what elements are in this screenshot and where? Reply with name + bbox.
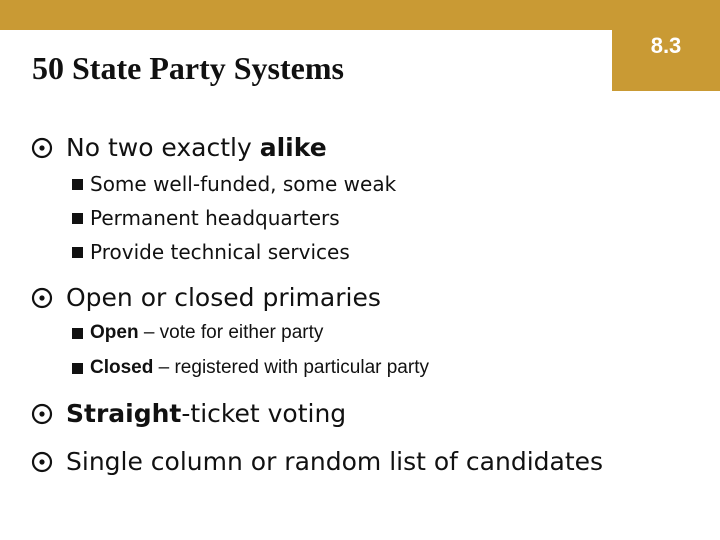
bullet-text-bold: Straight bbox=[66, 399, 182, 428]
bullet-no-two-alike bbox=[31, 133, 327, 162]
sub-bullet bbox=[72, 357, 429, 379]
target-icon bbox=[31, 287, 53, 309]
sub-bullet-definition: – vote for either party bbox=[138, 322, 324, 343]
sub-bullet-text bbox=[90, 357, 429, 379]
slide-title: 50 State Party Systems bbox=[32, 50, 344, 86]
bullet-text: Open or closed primaries bbox=[66, 283, 381, 312]
square-bullet-icon bbox=[72, 363, 83, 374]
sub-bullet-text: Permanent headquarters bbox=[90, 206, 340, 230]
bullet-primaries bbox=[31, 283, 381, 312]
square-bullet-icon bbox=[72, 328, 83, 339]
sub-bullet-text: Some well-funded, some weak bbox=[90, 172, 397, 196]
bullet-text-plain: No two exactly bbox=[66, 133, 260, 162]
bullet-text bbox=[66, 133, 327, 162]
square-bullet-icon bbox=[72, 213, 83, 224]
sub-bullet-term: Open bbox=[90, 322, 139, 343]
square-bullet-icon bbox=[72, 247, 83, 258]
target-icon bbox=[31, 451, 53, 473]
square-bullet-icon bbox=[72, 179, 83, 190]
section-number-badge bbox=[612, 0, 720, 91]
target-icon bbox=[31, 403, 53, 425]
bullet-single-column bbox=[31, 447, 603, 476]
sub-bullet bbox=[72, 172, 396, 196]
sub-bullet bbox=[72, 240, 350, 264]
bullet-straight-ticket bbox=[31, 399, 346, 428]
sub-bullet-term: Closed bbox=[90, 357, 154, 378]
sub-bullet bbox=[72, 206, 340, 230]
sub-bullet-text bbox=[90, 322, 323, 344]
sub-bullet-text: Provide technical services bbox=[90, 240, 350, 264]
sub-bullet bbox=[72, 322, 323, 344]
section-number: 8.3 bbox=[650, 32, 682, 58]
bullet-text bbox=[66, 399, 346, 428]
sub-bullet-definition: – registered with particular party bbox=[153, 357, 429, 378]
target-icon bbox=[31, 137, 53, 159]
bullet-text-bold: alike bbox=[259, 133, 327, 162]
bullet-text-plain: -ticket voting bbox=[181, 399, 347, 428]
bullet-text: Single column or random list of candidates bbox=[66, 447, 604, 476]
